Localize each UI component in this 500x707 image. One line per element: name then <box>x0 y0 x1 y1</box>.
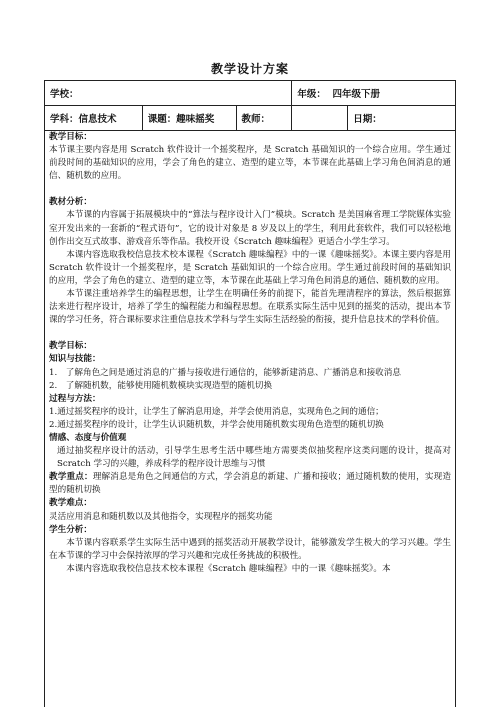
goal-text: 本节课主要内容是用 Scratch 软件设计一个摇奖程序，是 Scratch 基础知识的一个综合应用。学生通过前段时间的基础知识的应用，学会了角色的建立、造型的建立等，本节课在此基础上学习角色间消息的通信、随机数的应用。 <box>49 145 451 182</box>
document-title: 教学设计方案 <box>210 62 289 76</box>
material-paragraph-1: 本节课的内容属于拓展模块中的“算法与程序设计入门”模块。Scratch 是美国麻省理工学院媒体实验室开发出来的一套新的“程式语句”，它的设计对象是 8 岁及以上的学生，利用此套软件，我们可以轻松地创作出交互式故事、游戏音乐等作品。我校开设《Scratch 趣味编程》更适合小学生学习。 <box>49 210 451 247</box>
key-point <box>49 471 451 497</box>
key-point-text: 理解消息是角色之间通信的方式，学会消息的新建、广播和接收；通过随机数的使用，实现造型的随机切换 <box>49 472 451 496</box>
teacher-label-cell: 教师： <box>236 106 292 131</box>
school-cell: 学校： <box>45 81 292 106</box>
emotion-heading: 情感、态度与价值观 <box>49 432 127 443</box>
material-paragraph-2: 本课内容选取我校信息技术校本课程《Scratch 趣味编程》中的一课《趣味摇奖》。本课主要内容是用 Scratch 软件设计一个摇奖程序，是 Scratch 基础知识的一个综合应用。学生通过前段时间的基础知识的应用，学会了角色的建立、造型的建立等，本节课在此基础上学习角色间消息的通信、随机数的应用。 <box>49 249 451 286</box>
header-row-school <box>45 81 456 106</box>
emotion-text: 通过抽奖程序设计的活动，引导学生思考生活中哪些地方需要类似抽奖程序这类问题的设计，提高对 Scratch 学习的兴趣，养成科学的程序设计思维与习惯 <box>57 446 451 470</box>
process-item-2: 2.通过摇奖程序的设计，让学生认识随机数，并学会使用随机数实现角色造型的随机切换 <box>49 419 384 430</box>
goal-heading: 教学目标： <box>49 132 92 142</box>
difficulty-heading: 教学难点： <box>49 498 92 509</box>
teacher-value-cell <box>292 106 348 131</box>
knowledge-item-2: 2. 了解随机数，能够使用随机数模块实现造型的随机切换 <box>49 380 273 391</box>
material-paragraph-3: 本节课注重培养学生的编程思想，让学生在明确任务的前提下，能首先理清程序的算法，然后根据算法来进行程序设计，培养了学生的编程能力和编程思想。在联系实际生活中见到的摇奖的活动，提出本节课的学习任务，符合课标要求注重信息技术学科与学生实际生活经验的衔接，提升信息技术的学科价值。 <box>49 289 451 326</box>
grade-value: 四年级下册 <box>332 89 381 100</box>
student-paragraph-1: 本节课内容联系学生实际生活中遇到的摇奖活动开展教学设计，能够激发学生极大的学习兴趣。学生在本节课的学习中会保持浓厚的学习兴趣和完成任务挑战的积极性。 <box>49 537 451 561</box>
process-heading: 过程与方法： <box>49 393 101 404</box>
difficulty-text: 灵活应用消息和随机数以及其他指令，实现程序的摇奖功能 <box>49 511 273 522</box>
grade-label: 年级： <box>297 89 326 100</box>
header-row-subject <box>45 106 456 131</box>
grade-cell <box>292 81 456 106</box>
knowledge-heading: 知识与技能： <box>49 354 101 365</box>
subject-cell: 学科：信息技术 <box>45 106 143 131</box>
knowledge-item-1: 1. 了解角色之间是通过消息的广播与接收进行通信的，能够新建消息、广播消息和接收消息 <box>49 367 401 378</box>
student-paragraph-2: 本课内容选取我校信息技术校本课程《Scratch 趣味编程》中的一课《趣味摇奖》。本 <box>66 563 391 574</box>
material-heading: 教材分析： <box>49 197 92 208</box>
process-item-1: 1.通过摇奖程序的设计，让学生了解消息用途，并学会使用消息，实现角色之间的通信； <box>49 406 384 417</box>
content-cell <box>44 128 456 707</box>
objectives-heading: 教学目标： <box>49 341 92 352</box>
student-heading: 学生分析： <box>49 524 92 535</box>
key-point-label: 教学重点： <box>49 472 93 483</box>
date-cell: 日期： <box>348 106 456 131</box>
topic-cell: 课题：趣味摇奖 <box>142 106 236 131</box>
header-table <box>44 80 456 131</box>
